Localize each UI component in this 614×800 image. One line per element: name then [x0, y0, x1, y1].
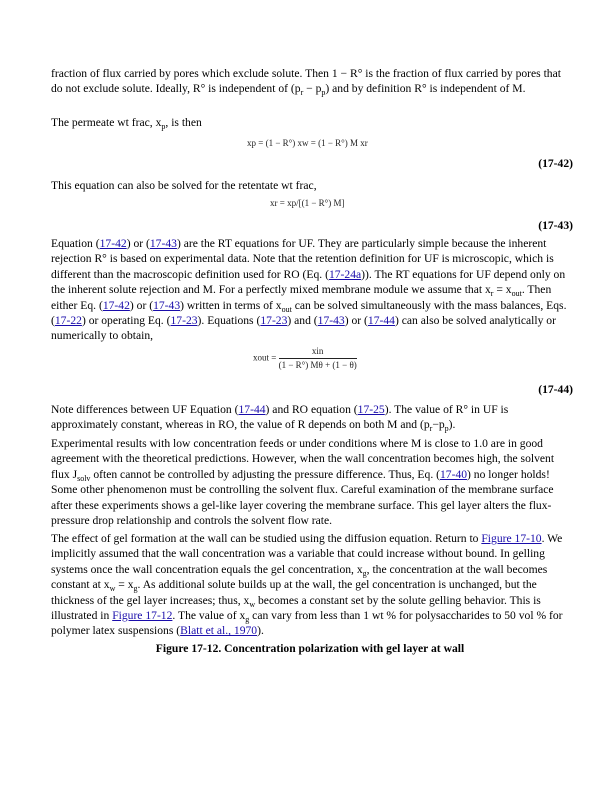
link-eq-17-42[interactable]: 17-42	[99, 237, 127, 250]
link-eq-17-43[interactable]: 17-43	[317, 314, 345, 328]
link-figure-17-12[interactable]: Figure 17-12	[112, 609, 173, 623]
paragraph-uf-vs-ro: Note differences between UF Equation (17-44) and RO equation (17-25). The value of R° in UF is approximately constant, whereas in RO, the value of R depends on both M and $(p_r-p_p)$.	[51, 403, 509, 434]
link-eq-17-23[interactable]: 17-23	[170, 314, 198, 328]
link-eq-17-43[interactable]: 17-43	[153, 298, 181, 312]
equation-17-43: xr = xp/[(1 − R°) M]	[270, 198, 345, 208]
paragraph-permeate-intro: The permeate wt frac, $x_p$, is then	[51, 116, 202, 131]
link-eq-17-22[interactable]: 17-22	[54, 314, 82, 328]
paragraph-flux-fraction: fraction of flux carried by pores which exclude solute. Then 1 − R° is the fraction of flux carried by pores that do not exclude solute. Ideally, R° is independent of $(p_r - p_p)$ and by definition R° is independent of M.	[51, 67, 561, 98]
link-eq-17-23[interactable]: 17-23	[260, 314, 288, 328]
paragraph-gel-formation: The effect of gel formation at the wall can be studied using the diffusion equation. Return to Figure 17-10. We implicitly assumed that the wall concentration was a variable that could increase without bound. In gelling systems once the wall concentration equals the gel concentration, $x_g$, the concentration at the wall becomes constant at $x_w = x_g$. As additional solute builds up at the wall, the gel concentration is unchanged, but the thickness of the gel layer increases; thus, $x_w$ becomes a constant set by the solute gelling behavior. This is illustrated in Figure 17-12. The value of $x_g$ can vary from less than 1 wt % for polysaccharides to 50 vol % for polymer latex suspensions (Blatt et al., 1970).	[51, 532, 563, 638]
link-eq-17-44[interactable]: 17-44	[367, 314, 395, 328]
equation-number-17-44: (17-44)	[538, 383, 573, 396]
link-eq-17-24a[interactable]: 17-24a	[328, 267, 362, 281]
link-eq-17-43[interactable]: 17-43	[149, 237, 177, 250]
paragraph-rt-equations: Equation (17-42) or (17-43) are the RT equations for UF. They are particularly simple because the inherent rejection R° is based on experimental data. Note that the retention definition for UF is microscopic, which is different than the macroscopic definition used for RO (Eq. (17-24a)). The RT equations for UF depend only on the inherent solute rejection and M. For a perfectly mixed membrane module we assume that $x_r = x_{out}$. Then either Eq. (17-42) or (17-43) written in terms of $x_{out}$ can be solved simultaneously with the mass balances, Eqs. (17-22) or operating Eq. (17-23). Equations (17-23) and (17-43) or (17-44) can also be solved analytically or numerically to obtain,	[51, 237, 567, 343]
equation-17-42: xp = (1 − R°) xw = (1 − R°) M xr	[247, 138, 368, 148]
link-figure-17-10[interactable]: Figure 17-10	[481, 532, 542, 545]
paragraph-experimental-results: Experimental results with low concentration feeds or under conditions where M is close to 1.0 are in good agreement with the theoretical predictions. However, when the wall concentration becomes high, the solvent flux $J_{solv}$ often cannot be controlled by adjusting the pressure difference. Thus, Eq. (17-40) no longer holds! Some other phenomenon must be controlling the solvent flux. Careful examination of the membrane surface after these experiments shows a gel-like layer covering the membrane surface. This gel layer alters the flux-pressure drop relationship and controls the solvent flow rate.	[51, 437, 555, 528]
equation-number-17-43: (17-43)	[538, 219, 573, 232]
equation-number-17-42: (17-42)	[538, 157, 573, 170]
link-eq-17-40[interactable]: 17-40	[439, 467, 468, 481]
link-citation-blatt-1970[interactable]: Blatt et al., 1970	[180, 624, 258, 638]
link-eq-17-25[interactable]: 17-25	[357, 403, 385, 416]
equation-17-44: xout = $\frac{\text{xin}}{(1 - R^\circ) M\theta + (1 - \theta)}$	[253, 346, 357, 370]
link-eq-17-42[interactable]: 17-42	[102, 298, 130, 312]
equation-fraction: $\frac{\text{xin}}{(1 - R^\circ) M\theta + (1 - \theta)}$	[278, 346, 357, 370]
link-eq-17-44[interactable]: 17-44	[238, 403, 266, 416]
figure-caption: Figure 17-12. Concentration polarization with gel layer at wall	[155, 642, 465, 655]
paragraph-retentate-intro: This equation can also be solved for the retentate wt frac,	[51, 179, 317, 192]
